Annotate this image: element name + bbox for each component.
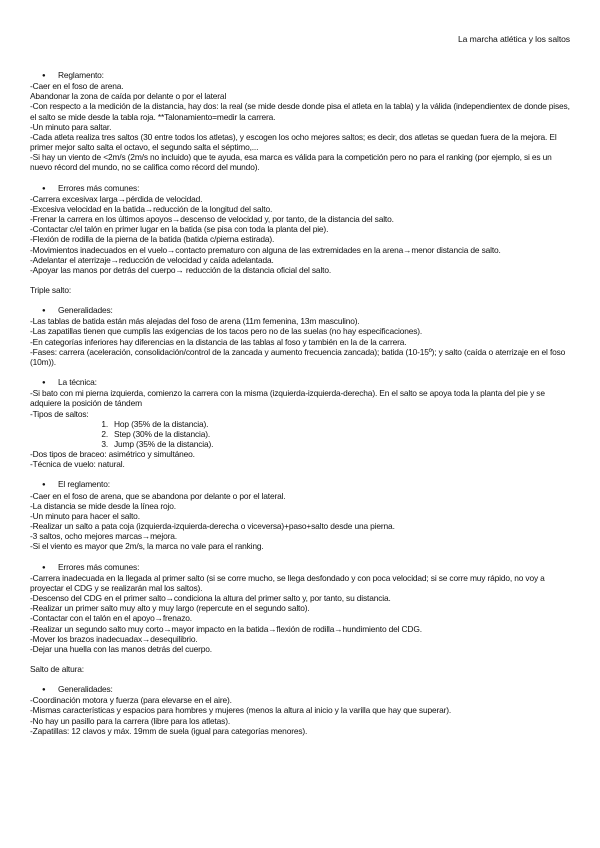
text-line: -Adelantar el aterrizaje→reducción de velocidad y caída adelantada. xyxy=(30,254,274,265)
text-line: -Si bato con mi pierna izquierda, comienzo la carrera con la misma (izquierda-izquierda-derecha). En el salto se apoya toda la planta del pie y se adquiere la posición de tándem xyxy=(30,388,545,409)
text-line: -Un minuto para saltar. xyxy=(30,121,112,132)
section-heading-errores: ● Errores más comunes: xyxy=(30,183,572,194)
text-line: -Cada atleta realiza tres saltos (30 entre todos los atletas), y escogen los ocho mejores saltos; es decir, dos atletas se quedan fuera de la mejora. El primer mejor salto salta el octavo, el segundo salta el séptimo,... xyxy=(30,131,557,153)
text-line: -Coordinación motora y fuerza (para elevarse en el aire). xyxy=(30,695,232,706)
text-line: -Excesiva velocidad en la batida→reducción de la longitud del salto. xyxy=(30,203,273,214)
section-heading-el-reglamento: ● El reglamento: xyxy=(30,479,572,490)
section-heading-tecnica: ● La técnica: xyxy=(30,377,572,388)
numbered-item: 1. Hop (35% de la distancia). xyxy=(101,418,209,429)
text-line: -Carrera inadecuada en la llegada al primer salto (si se corre mucho, se llega desfondado y con poca velocidad; si se corre muy rápido, no voy a proyectar el CDG y se realizarán mal los saltos). xyxy=(30,572,545,593)
text-line: -Dejar una huella con las manos detrás del cuerpo. xyxy=(30,643,212,654)
text-line: -Las tablas de batida están más alejadas del foso de arena (11m femenina, 13m masculino). xyxy=(30,316,360,327)
text-line: -Mismas características y espacios para hombres y mujeres (menos la altura al inicio y la varilla que hay que superar). xyxy=(30,705,452,716)
text-line: -Contactar con el talón en el apoyo→frenazo. xyxy=(30,613,192,624)
numbered-item: 3. Jump (35% de la distancia). xyxy=(101,439,214,449)
numbered-item: 2. Step (30% de la distancia). xyxy=(101,428,211,439)
text-line: -La distancia se mide desde la línea rojo. xyxy=(30,500,176,511)
subtitle-salto-altura: Salto de altura: xyxy=(30,663,84,674)
text-line: -Caer en el foso de arena, que se abandona por delante o por el lateral. xyxy=(30,490,286,501)
text-line: -Caer en el foso de arena. xyxy=(30,81,124,92)
text-line: -Si el viento es mayor que 2m/s, la marca no vale para el ranking. xyxy=(30,541,264,552)
subtitle-triple-salto: Triple salto: xyxy=(30,284,72,295)
text-line: -Técnica de vuelo: natural. xyxy=(30,459,125,470)
text-line: -Dos tipos de braceo: asimétrico y simultáneo. xyxy=(30,449,195,460)
section-heading-errores-triple: ● Errores más comunes: xyxy=(30,562,572,573)
text-line: -Frenar la carrera en los últimos apoyos→descenso de velocidad y, por tanto, de la distancia del salto. xyxy=(30,214,394,225)
text-line: -No hay un pasillo para la carrera (libre para los atletas). xyxy=(30,715,231,726)
text-line: -Si hay un viento de <2m/s (2m/s no incluido) que te ayuda, esa marca es válida para la competición pero no para el ranking (por ejemplo, si es un nuevo récord del mundo, no se califica como récord del mundo). xyxy=(30,152,552,173)
text-line: -Mover los brazos inadecuadax→desequilibrio. xyxy=(30,633,198,644)
text-line: -3 saltos, ocho mejores marcas→mejora. xyxy=(30,531,177,542)
text-line: -Flexión de rodilla de la pierna de la batida (batida c/pierna estirada). xyxy=(30,234,275,245)
text-line: -Realizar un primer salto muy alto y muy largo (repercute en el segundo salto). xyxy=(30,603,310,614)
text-line: -Tipos de saltos: xyxy=(30,408,89,419)
text-line: -Las zapatillas tienen que cumplis las exigencias de los tacos pero no de las suelas (no hay especificaciones). xyxy=(30,326,423,337)
section-heading-reglamento: ● Reglamento: xyxy=(30,70,572,81)
document-body xyxy=(30,70,572,736)
page-header-title: La marcha atlética y los saltos xyxy=(457,34,570,44)
text-line: -Con respecto a la medición de la distancia, hay dos: la real (se mide desde donde pisa el atleta en la tabla) y la válida (independientex de donde pises, el salto se mide desde la tabla roja. **Talonamiento=medir la carrera. xyxy=(30,101,570,122)
text-line: -Carrera excesivax larga→pérdida de velocidad. xyxy=(30,193,203,204)
text-line: Abandonar la zona de caída por delante o por el lateral xyxy=(30,91,227,102)
text-line: -Realizar un salto a pata coja (izquierda-izquierda-derecha o viceversa)+paso+salto desde una pierna. xyxy=(30,521,395,532)
text-line: -Movimientos inadecuados en el vuelo→contacto prematuro con alguna de las extremidades en la arena→menor distancia de salto. xyxy=(30,244,501,255)
text-line: -En categorías inferiores hay diferencias en la distancia de las tablas al foso y también en la de la carrera. xyxy=(30,336,407,347)
text-line: -Contactar c/el talón en primer lugar en la batida (se pisa con toda la planta del pie). xyxy=(30,224,329,235)
section-heading-generalidades: ● Generalidades: xyxy=(30,305,572,316)
text-line: -Un minuto para hacer el salto. xyxy=(30,510,140,521)
text-line: -Fases: carrera (aceleración, consolidación/control de la zancada y aumento frecuencia zancada); batida (10-15º); y salto (caída o aterrizaje en el foso (10m)). xyxy=(30,346,566,367)
text-line: -Zapatillas: 12 clavos y máx. 19mm de suela (igual para categorías menores). xyxy=(30,725,308,736)
text-line: -Apoyar las manos por detrás del cuerpo→ reducción de la distancia oficial del salto. xyxy=(30,264,332,275)
section-heading-generalidades-altura: ● Generalidades: xyxy=(30,684,572,695)
text-line: -Realizar un segundo salto muy corto→mayor impacto en la batida→flexión de rodilla→hundimiento del CDG. xyxy=(30,623,422,634)
text-line: -Descenso del CDG en el primer salto→condiciona la altura del primer salto y, por tanto, su distancia. xyxy=(30,593,391,604)
